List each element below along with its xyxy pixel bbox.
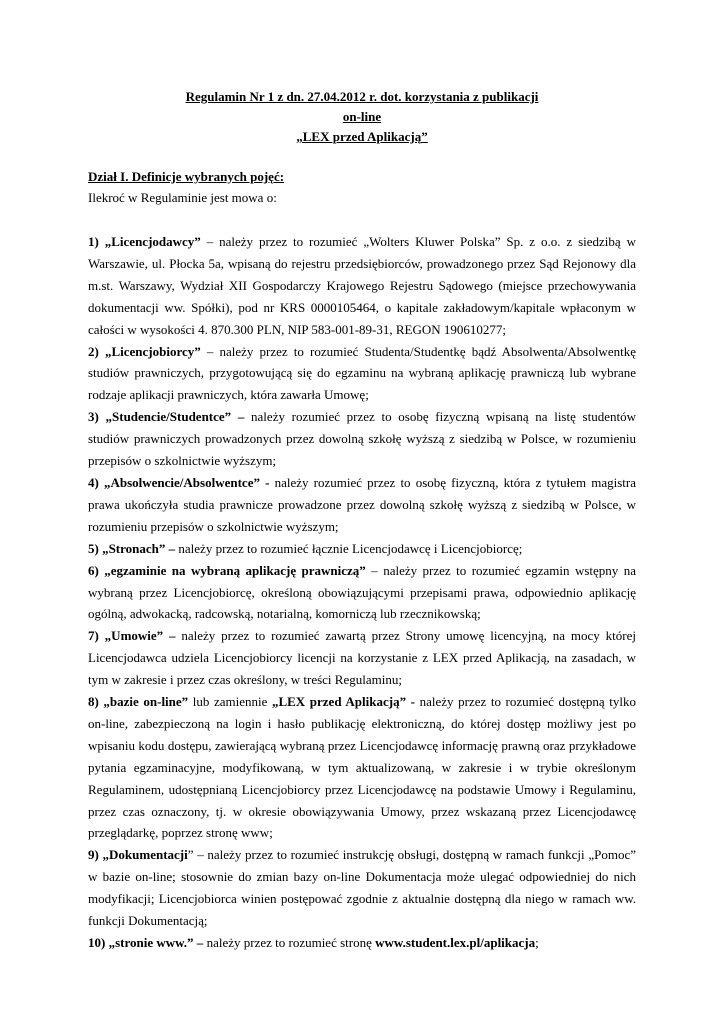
definition-term: 7) „Umowie” – — [88, 628, 176, 644]
title-line-3: „LEX przed Aplikacją” — [296, 129, 428, 144]
definition-term: 9) „Dokumentacji — [88, 847, 188, 863]
definition-text: – należy przez to rozumieć egzamin wstępny na wybraną przez Licencjobiorcę, określoną obowiązującymi przepisami prawa, odpowiednio aplikację ogólną, adwokacką, radcowską, notarialną, komorniczą lub rzecznikowską; — [88, 562, 637, 622]
definition-item — [88, 560, 636, 626]
definition-text: należy rozumieć przez to osobę fizyczną wpisaną na listę studentów studiów prawniczych prowadzonych przez dowolną szkołę wyższą z siedzibą w Polsce, w rozumieniu przepisów o szkolnictwie wyższym; — [88, 409, 636, 469]
definition-term: 6) „egzaminie na wybraną aplikację prawniczą” — [88, 562, 366, 578]
website-link[interactable]: www.student.lex.pl/aplikacja — [375, 935, 536, 950]
definition-term-alt: „LEX przed Aplikacją” - — [271, 694, 416, 710]
definition-term: 10) „stronie www.” – — [88, 935, 204, 950]
definition-text: należy przez to rozumieć zawartą przez Strony umowę licencyjną, na mocy której Licencjodawca udziela Licencjobiorcy licencji na korzystanie z LEX przed Aplikacją, na zasadach, w tym w zakresie i przez czas określony, w treści Regulaminu; — [88, 628, 636, 688]
intro-text: Ilekroć w Regulaminie jest mowa o: — [88, 190, 277, 205]
definition-text: należy przez to rozumieć dostępną tylko on-line, zabezpieczoną na login i hasło publikację elektroniczną, do której dostęp możliwy jest po wpisaniu kodu dostępu, zawierającą wybraną przez Licencjodawcę informację prawną oraz przykładowe pytania egzaminacyjne, modyfikowaną, w tym aktualizowaną, w zakresie i w trybie określonym Regulaminem, udostępnianą Licencjobiorcy przez Licencjodawcę na podstawie Umowy i Regulaminu, przez czas oznaczony, tj. w okresie obowiązywania Umowy, przez wskazaną przez Licencjodawcę przeglądarkę, poprzez stronę www; — [88, 694, 636, 841]
section-heading: Dział I. Definicje wybranych pojęć: — [88, 169, 285, 184]
definition-text: – należy przez to rozumieć „Wolters Kluwer Polska” Sp. z o.o. z siedzibą w Warszawie, ul. Płocka 5a, wpisaną do rejestru przedsiębiorców, prowadzonego przez Sąd Rejonowy dla m.st. Warszawy, Wydział XII Gospodarczy Krajowego Rejestru Sądowego (miejsce przechowywania dokumentacji ww. Spółki), pod nr KRS 0000105464, o kapitale zakładowym/kapitale wpłaconym w całości w wysokości 4. 870.300 PLN, NIP 583-001-89-31, REGON 190610277; — [88, 234, 636, 337]
definition-text: należy przez to rozumieć stronę — [203, 935, 376, 950]
definition-connector: lub zamiennie — [188, 694, 272, 710]
definition-item — [88, 932, 636, 954]
definition-item — [88, 231, 636, 341]
definition-item — [88, 472, 636, 538]
definition-text: ” – należy przez to rozumieć instrukcję obsługi, dostępną w ramach funkcji „Pomoc” w bazie on-line; stosownie do zmian bazy on-line Dokumentacja może ulegać odpowiedniej do nich modyfikacji; Licencjobiorca winien postępować zgodnie z aktualnie dostępną dla niego w ramach ww. funkcji Dokumentacją; — [88, 847, 636, 929]
document-title — [88, 87, 636, 147]
definition-item — [88, 625, 636, 691]
definition-term: 1) „Licencjodawcy” — [88, 234, 201, 249]
title-line-1: Regulamin Nr 1 z dn. 27.04.2012 r. dot. korzystania z publikacji — [185, 89, 539, 104]
definition-item — [88, 844, 636, 932]
definition-item — [88, 691, 636, 844]
definition-end: ; — [535, 935, 539, 950]
definition-item — [88, 341, 636, 407]
definition-text: należy przez to rozumieć łącznie Licencjodawcę i Licencjobiorcę; — [175, 540, 523, 556]
definition-text: należy rozumieć przez to osobę fizyczną, która z tytułem magistra prawa ukończyła studia prawnicze prowadzone przez dowolną szkołę wyższą z siedzibą w Polsce, w rozumieniu przepisów o szkolnictwie wyższym; — [88, 474, 636, 534]
title-line-2: on-line — [342, 109, 382, 124]
definition-term: 4) „Absolwencie/Absolwentce” - — [88, 474, 270, 490]
definition-item — [88, 406, 636, 472]
definition-item — [88, 538, 636, 560]
definition-text: – należy przez to rozumieć Studenta/Studentkę bądź Absolwenta/Absolwentkę studiów prawniczych, przygotowującą się do egzaminu na wybraną aplikację prawniczą lub wybrane rodzaje aplikacji prawniczych, która zawarła Umowę; — [88, 343, 636, 403]
definition-term: 3) „Studencie/Studentce” – — [88, 409, 245, 425]
definition-term: 2) „Licencjobiorcy” — [88, 343, 201, 359]
definitions-list — [88, 231, 636, 954]
definition-term: 8) „bazie on-line” — [88, 694, 189, 710]
definition-term: 5) „Stronach” – — [88, 540, 176, 556]
